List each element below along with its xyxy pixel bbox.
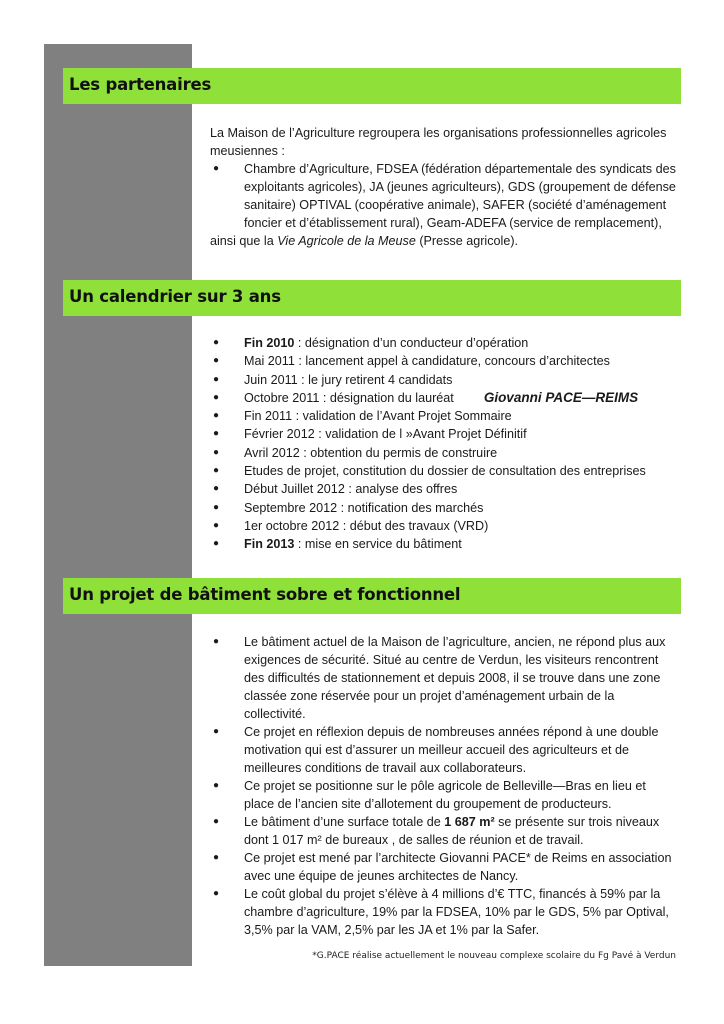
projet-item	[210, 777, 676, 813]
bullet-icon: ●	[212, 465, 220, 477]
calendar-item-text: Etudes de projet, constitution du dossier de consultation des entreprises	[244, 464, 646, 479]
bullet-icon: ●	[212, 355, 220, 367]
projet-item	[210, 633, 676, 723]
laureat-name: Giovanni PACE—REIMS	[483, 389, 639, 405]
bullet-icon: ●	[212, 428, 220, 440]
projet-item-text: Le coût global du projet s’élève à 4 millions d’€ TTC, financés à 59% par la chambre d’agriculture, 19% par la FDSEA, 10% par le GDS, 5% par Optival, 3,5% par la VAM, 2,5% par les JA et 1% par la Safer.	[244, 887, 669, 937]
projet-item-text: Le bâtiment actuel de la Maison de l’agriculture, ancien, ne répond plus aux exigences de sécurité. Situé au centre de Verdun, les visiteurs rencontrent des difficultés de stationnement et depuis 2008, il se trouve dans une zone classée zone réservée pour un projet d’aménagement urbain de la collectivité.	[244, 635, 666, 721]
calendar-item-text: : désignation d’un conducteur d’opération	[294, 336, 529, 350]
calendar-item	[210, 462, 676, 480]
calendar-item-text: Mai 2011 : lancement appel à candidature, concours d’architectes	[244, 354, 610, 369]
bullet-icon: ●	[212, 636, 220, 647]
bullet-icon: ●	[212, 780, 220, 791]
calendar-item-text: Octobre 2011 : désignation du lauréat	[244, 390, 454, 405]
calendar-item	[210, 334, 676, 352]
bullet-icon: ●	[212, 538, 220, 550]
projet-item-text: Ce projet se positionne sur le pôle agricole de Belleville—Bras en lieu et place de l’ancien site d’allotement du groupement de producteurs.	[244, 779, 646, 811]
sidebar-bar	[44, 44, 192, 966]
calendar-item	[210, 371, 676, 389]
calendar-item-text: Début Juillet 2012 : analyse des offres	[244, 482, 458, 497]
projet-item-bold: 1 687 m²	[444, 815, 495, 829]
projet-body	[210, 633, 676, 939]
bullet-icon: ●	[212, 391, 220, 403]
calendar-item	[210, 480, 676, 498]
calendar-item-text: Fin 2011 : validation de l’Avant Projet Sommaire	[244, 409, 512, 424]
calendar-item	[210, 389, 676, 407]
calendrier-list	[210, 334, 676, 554]
projet-item-text-end: se présente sur trois niveaux dont 1 017 m² de bureaux , de salles de réunion et de travail.	[244, 815, 660, 847]
bullet-icon: ●	[212, 726, 220, 737]
section-banner-projet	[63, 578, 681, 614]
calendar-item-text: Avril 2012 : obtention du permis de construire	[244, 445, 498, 460]
projet-item	[210, 885, 676, 939]
calendar-item	[210, 407, 676, 425]
partenaires-bullet-text: Chambre d’Agriculture, FDSEA (fédération départementale des syndicats des exploitants agricoles), JA (jeunes agriculteurs), GDS (groupement de défense sanitaire) OPTIVAL (coopérative animale), SAFER (société d’aménagement foncier et d’établissement rural), Geam-ADEFA (service de remplacement),	[244, 162, 676, 230]
projet-item	[210, 723, 676, 777]
bullet-icon: ●	[212, 337, 220, 348]
partenaires-outro	[210, 232, 676, 250]
calendar-item-date: Fin 2010	[244, 336, 295, 350]
footnote: *G.PACE réalise actuellement le nouveau complexe scolaire du Fg Pavé à Verdun	[312, 951, 676, 961]
projet-list	[210, 633, 676, 939]
bullet-icon: ●	[212, 410, 220, 422]
calendar-item-text: Juin 2011 : le jury retirent 4 candidats	[244, 372, 453, 387]
calendrier-body	[210, 334, 676, 554]
section-title-partenaires: Les partenaires	[69, 75, 212, 94]
partenaires-intro: La Maison de l’Agriculture regroupera les organisations professionnelles agricoles meusiennes :	[210, 126, 667, 158]
bullet-icon: ●	[212, 501, 220, 513]
calendar-item-text: Septembre 2012 : notification des marchés	[244, 500, 484, 515]
calendar-item-text: 1er octobre 2012 : début des travaux (VRD)	[244, 518, 489, 533]
bullet-icon: ●	[212, 852, 220, 863]
projet-item-text: Ce projet est mené par l’architecte Giovanni PACE* de Reims en association avec une équipe de jeunes architectes de Nancy.	[244, 851, 672, 883]
bullet-icon: ●	[212, 373, 220, 385]
calendar-item	[210, 444, 676, 462]
bullet-icon: ●	[212, 816, 220, 827]
calendar-item	[210, 517, 676, 535]
projet-item	[210, 849, 676, 885]
calendar-item	[210, 499, 676, 517]
calendar-item-date: Fin 2013	[244, 537, 295, 552]
calendar-item	[210, 425, 676, 443]
bullet-icon: ●	[212, 446, 220, 458]
section-title-calendrier: Un calendrier sur 3 ans	[69, 287, 281, 306]
bullet-icon: ●	[212, 163, 220, 174]
projet-item	[210, 813, 676, 849]
section-title-projet: Un projet de bâtiment sobre et fonctionnel	[69, 585, 461, 604]
list-item	[210, 160, 676, 232]
outro-prefix: ainsi que la	[210, 234, 278, 248]
projet-item-text: Le bâtiment d’une surface totale de	[244, 815, 445, 829]
bullet-icon: ●	[212, 888, 220, 899]
section-banner-calendrier	[63, 280, 681, 316]
calendar-item	[210, 352, 676, 370]
calendar-item-text: Février 2012 : validation de l »Avant Projet Définitif	[244, 427, 527, 442]
bullet-icon: ●	[212, 483, 220, 495]
calendar-item-text: : mise en service du bâtiment	[294, 537, 462, 552]
outro-suffix: (Presse agricole).	[415, 234, 519, 248]
section-banner-partenaires	[63, 68, 681, 104]
calendar-item	[210, 535, 676, 553]
outro-italic: Vie Agricole de la Meuse	[277, 234, 416, 248]
partenaires-body	[210, 124, 676, 250]
projet-item-text: Ce projet en réflexion depuis de nombreuses années répond à une double motivation qui est d’assurer un meilleur accueil des agriculteurs et de meilleures conditions de travail aux collaborateurs.	[244, 725, 659, 775]
bullet-icon: ●	[212, 519, 220, 531]
